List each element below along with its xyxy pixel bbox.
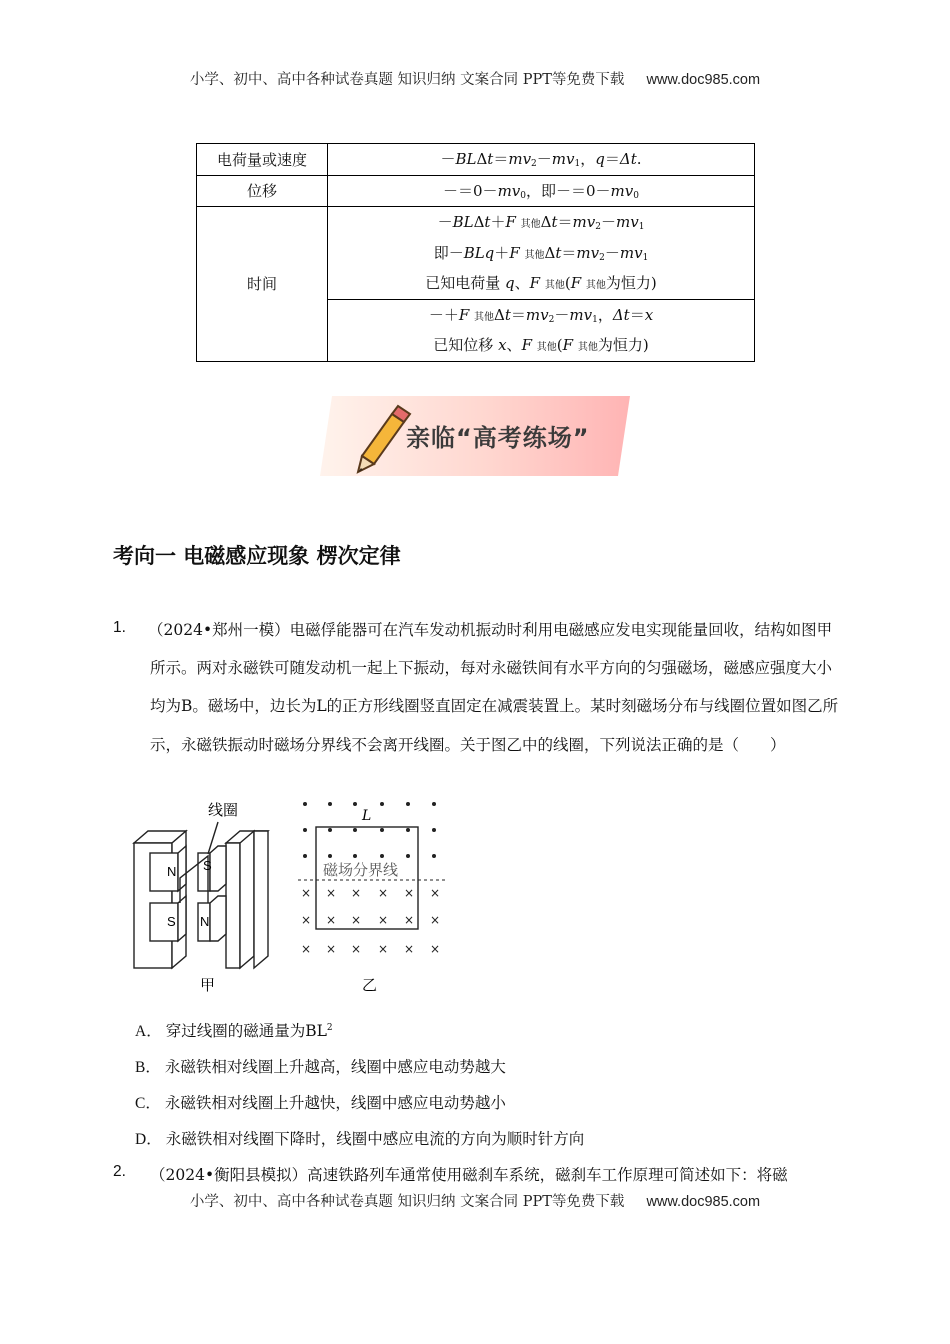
option-d-letter: D． (135, 1131, 162, 1148)
footer-text: 小学、初中、高中各种试卷真题 知识归纳 文案合同 PPT等免费下载 (189, 1194, 625, 1210)
field-crosses-in (301, 886, 440, 956)
svg-text:×: × (351, 913, 362, 927)
page-header (0, 68, 950, 89)
magnet-n-top: N (167, 864, 177, 879)
svg-text:×: × (430, 886, 441, 900)
practice-banner (318, 394, 633, 480)
svg-text:×: × (430, 942, 441, 956)
option-c-text: 永磁铁相对线圈上升越快，线圈中感应电动势越小 (164, 1094, 506, 1112)
banner-title: 亲临“高考练场” (406, 424, 590, 452)
formula-time-displacement: －＋F 其他$\Delta t=mv_2-mv_1$，Δt＝x 已知位移 x、F 其他(F 其他为恒力) (328, 299, 755, 361)
magnet-s-bottom: S (167, 914, 176, 929)
svg-text:×: × (378, 913, 389, 927)
row-label-displacement: 位移 (197, 175, 328, 207)
svg-text:×: × (430, 913, 441, 927)
boundary-label: 磁场分界线 (323, 861, 399, 879)
row-label-time: 时间 (197, 207, 328, 362)
svg-text:×: × (404, 942, 415, 956)
header-site[interactable]: www.doc985.com (646, 72, 761, 88)
question-1-source: （2024•郑州一模） (148, 621, 290, 639)
coil-side-label: L (362, 808, 372, 824)
magnet-n-bottom: N (200, 914, 210, 929)
svg-text:×: × (326, 913, 337, 927)
figure-b-field (301, 802, 440, 956)
figure-a-magnets (134, 822, 268, 968)
option-b-letter: B． (135, 1059, 161, 1076)
option-b[interactable] (135, 1055, 506, 1077)
svg-text:×: × (301, 913, 312, 927)
row-label-charge-velocity: 电荷量或速度 (197, 144, 328, 176)
coil-label: 线圈 (208, 801, 239, 819)
section-title: 考向一 电磁感应现象 楞次定律 (113, 544, 401, 568)
svg-text:×: × (301, 886, 312, 900)
question-1-text: 电磁俘能器可在汽车发动机振动时利用电磁感应发电实现能量回收，结构如图甲所示。两对永磁铁可随发动机一起上下振动，每对永磁铁间有水平方向的匀强磁场，磁感应强度大小均为B。磁场中，边长为L的正方形线圈竖直固定在减震装置上。某时刻磁场分布与线圈位置如图乙所示，永磁铁振动时磁场分界线不会离开线圈。关于图乙中的线圈，下列说法正确的是（ ） (150, 621, 839, 754)
question-1-figure (130, 796, 450, 996)
page-footer (0, 1190, 950, 1211)
question-1-stem (150, 611, 840, 764)
option-a-letter: A． (135, 1023, 162, 1040)
option-d-text: 永磁铁相对线圈下降时，线圈中感应电流的方向为顺时针方向 (165, 1130, 585, 1148)
svg-text:×: × (404, 886, 415, 900)
svg-text:×: × (378, 886, 389, 900)
footer-site[interactable]: www.doc985.com (646, 1194, 761, 1210)
formula-time-charge: －BLΔt＋F 其他$\Delta t=mv_2-mv_1$ 即－BLq＋F 其他$\Delta t=mv_2-mv_1$ 已知电荷量 q、F 其他(F 其他为恒力) (328, 207, 755, 300)
caption-b: 乙 (362, 976, 378, 994)
formula-charge-velocity: $-BL\Delta t=mv_2-mv_1$，q＝Δt. (328, 144, 755, 176)
option-d[interactable] (135, 1127, 584, 1149)
option-c-letter: C． (135, 1095, 161, 1112)
question-2-text: （2024•衡阳县模拟）高速铁路列车通常使用磁刹车系统，磁刹车工作原理可简述如下：将磁 (150, 1166, 788, 1184)
svg-text:×: × (351, 886, 362, 900)
header-text: 小学、初中、高中各种试卷真题 知识归纳 文案合同 PPT等免费下载 (189, 72, 625, 88)
svg-text:×: × (378, 942, 389, 956)
svg-text:×: × (326, 886, 337, 900)
option-c[interactable] (135, 1091, 506, 1113)
magnet-s-top: S (203, 858, 212, 873)
option-b-text: 永磁铁相对线圈上升越高，线圈中感应电动势越大 (164, 1058, 506, 1076)
svg-text:×: × (301, 942, 312, 956)
option-a-exponent: 2 (326, 1022, 333, 1033)
option-a[interactable] (135, 1019, 333, 1041)
formula-table (196, 143, 755, 362)
svg-text:×: × (351, 942, 362, 956)
question-2-number: 2. (113, 1163, 126, 1180)
svg-text:×: × (404, 913, 415, 927)
svg-text:×: × (326, 942, 337, 956)
question-1-number: 1. (113, 619, 126, 636)
formula-displacement: $-=0-mv_0$，即$-=0-mv_0$ (328, 175, 755, 207)
option-a-text: 穿过线圈的磁通量为BL (165, 1022, 327, 1040)
caption-a: 甲 (200, 976, 216, 994)
